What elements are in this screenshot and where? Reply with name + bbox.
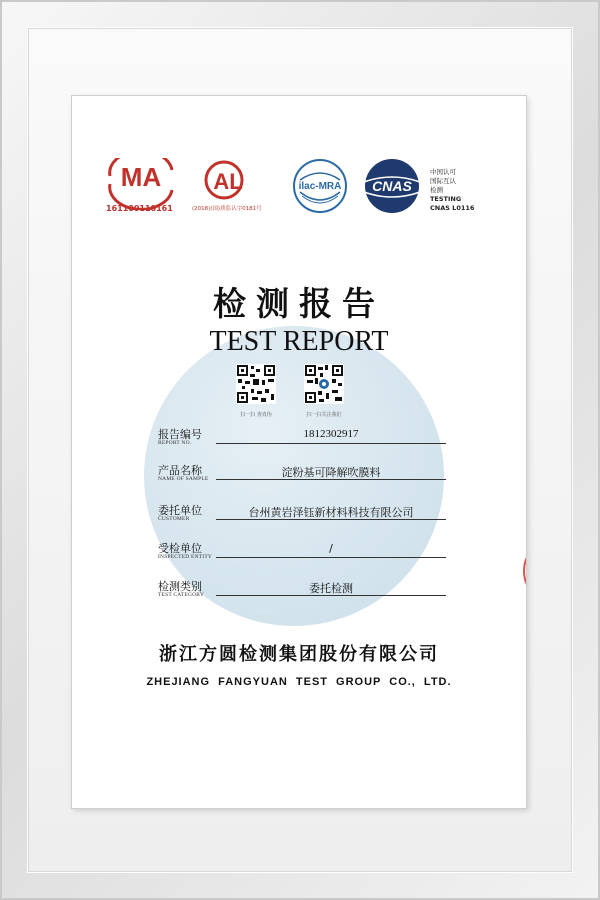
cnas-logo-text: CNAS	[372, 178, 412, 194]
field-underline	[216, 519, 446, 520]
cnas-line-5: CNAS L0116	[430, 204, 475, 212]
field-label-cn: 委托单位	[158, 504, 202, 517]
field-value: /	[329, 542, 333, 555]
field-label-en: CUSTOMER	[158, 516, 190, 522]
field-underline	[216, 557, 446, 558]
field-underline	[216, 443, 446, 444]
field-underline	[216, 479, 446, 480]
cnas-line-2: 国际互认	[430, 177, 456, 185]
qr-caption-follow: 扫一扫关注我们	[306, 412, 342, 418]
field-value: 委托检测	[309, 582, 353, 595]
cal-caption: (2018)(国)质监认字0181号	[192, 206, 262, 212]
field-underline	[216, 595, 446, 596]
report-title-english: TEST REPORT	[209, 326, 389, 357]
company-name-english: ZHEJIANG FANGYUAN TEST GROUP CO., LTD.	[146, 676, 452, 688]
field-label-cn: 报告编号	[158, 428, 202, 441]
cma-logo	[104, 158, 178, 214]
qr-code-verify	[236, 364, 276, 404]
cal-logo	[194, 158, 264, 214]
cnas-line-3: 检测	[430, 186, 443, 194]
qr-code-follow	[304, 364, 344, 404]
certification-logos	[104, 158, 504, 228]
cal-logo-text: AL	[213, 169, 243, 194]
cma-number: 161100110161	[106, 204, 173, 213]
red-seal-stamp	[510, 536, 526, 606]
field-value: 1812302917	[303, 428, 359, 440]
field-label-cn: 产品名称	[158, 464, 202, 477]
field-label-en: INSPECTED ENTITY	[158, 554, 213, 560]
cnas-line-1: 中国认可	[430, 168, 456, 176]
qr-caption-verify: 扫一扫 查真伪	[240, 412, 272, 418]
field-value: 淀粉基可降解吹膜料	[281, 466, 381, 479]
field-label-en: NAME OF SAMPLE	[158, 476, 209, 482]
cnas-line-4: TESTING	[430, 195, 462, 203]
field-value: 台州黄岩泽钰新材料科技有限公司	[248, 506, 414, 519]
field-label-en: REPORT NO.	[158, 440, 192, 446]
field-label-cn: 受检单位	[158, 542, 202, 555]
report-title-chinese: 检测报告	[213, 284, 385, 323]
ilac-mra-logo	[292, 158, 348, 218]
cnas-logo	[360, 158, 424, 218]
field-label-cn: 检测类别	[158, 580, 202, 593]
company-name-chinese: 浙江方圆检测集团股份有限公司	[159, 644, 439, 665]
test-report-document	[72, 96, 526, 808]
ilac-logo-text: ilac-MRA	[298, 181, 342, 192]
field-label-en: TEST CATEGORY	[158, 592, 205, 598]
cma-logo-text: MA	[120, 162, 162, 192]
cnas-accreditation-text	[430, 168, 474, 213]
